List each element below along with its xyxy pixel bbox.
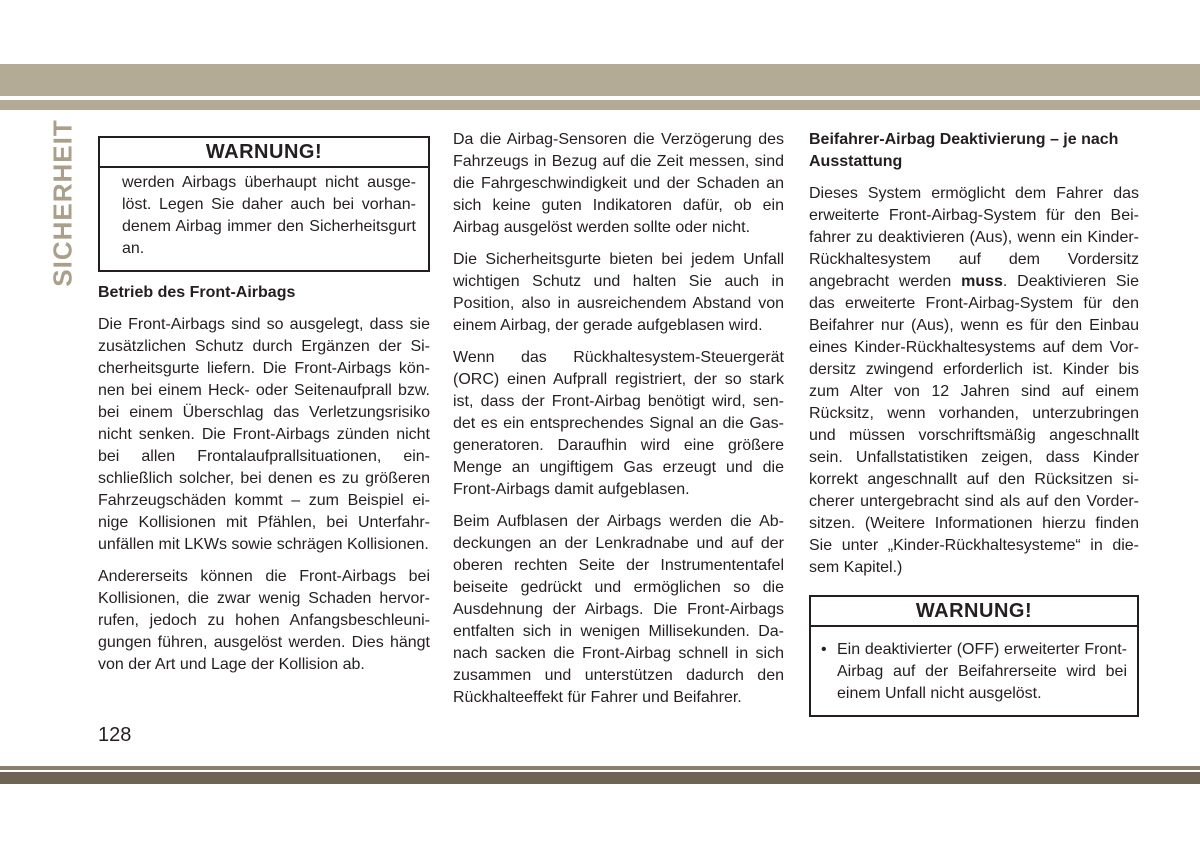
- bullet-text: Ein deaktivierter (OFF) erweiterter Front-Airbag auf der Beifahrerseite wird bei einem Unfall nicht ausgelöst.: [837, 641, 1127, 702]
- warning-title-1: WARNUNG!: [100, 138, 428, 168]
- bullet-mark: •: [821, 641, 827, 658]
- warning-text-2: [811, 627, 1137, 715]
- paragraph: Die Front-Airbags sind so ausgelegt, dass sie zusätzlichen Schutz durch Ergänzen der Sicherheitsgurte liefern. Die Front-Airbags können bei einem Heck- oder Seitenaufprall bzw. bei einem Überschlag das Verletzungsrisiko nicht senken. Die Front-Airbags zünden nicht bei allen Frontalaufprallsituationen, einschließlich solcher, bei denen es zu größeren Fahrzeugschäden kommt – zum Beispiel einige Kollisionen mit Pfählen, bei Unterfahrunfällen mit LKWs sowie schrägen Kollisionen.: [98, 316, 430, 553]
- emphasis-muss: muss: [961, 273, 1003, 290]
- paragraph: Beim Aufblasen der Airbags werden die Abdeckungen an der Lenkradnabe und auf der oberen rechten Seite der Instrumententafel beiseite gedrückt und ermöglichen so die Ausdehnung der Airbags. Die Front-Airbags entfalten sich in wenigen Millisekunden. Danach sacken die Front-Airbag schnell in sich zusammen und unterstützen dadurch den Rückhalteeffekt für Fahrer und Beifahrer.: [453, 513, 784, 706]
- bullet-item: [821, 639, 1127, 705]
- page-number: 128: [98, 724, 132, 746]
- heading-front-airbags: Betrieb des Front-Airbags: [98, 284, 296, 301]
- paragraph: [809, 183, 1139, 579]
- warning-box-2: [809, 595, 1139, 717]
- footer-band-thin: [0, 766, 1200, 770]
- warning-box-1: [98, 136, 430, 272]
- header-band: [0, 64, 1200, 96]
- paragraph: Da die Airbag-Sensoren die Verzögerung des Fahrzeugs in Bezug auf die Zeit messen, sind die Fahrgeschwindigkeit und der Schaden an sich keine guten Indikatoren dafür, ob ein Airbag ausgelöst werden sollte oder nicht.: [453, 131, 784, 236]
- warning-title-2: WARNUNG!: [811, 597, 1137, 627]
- heading-passenger-airbag: Beifahrer-Airbag Deaktivierung – je nach Ausstattung: [809, 131, 1119, 170]
- column-3: [809, 129, 1139, 717]
- side-tab-label: SICHERHEIT: [47, 119, 78, 287]
- paragraph: Die Sicherheitsgurte bieten bei jedem Unfall wichtigen Schutz und halten Sie auch in Position, also in ausreichendem Abstand von einem Airbag, der gerade aufgeblasen wird.: [453, 251, 784, 334]
- paragraph: Wenn das Rückhaltesystem-Steuergerät (ORC) einen Aufprall registriert, der so stark ist, dass der Front-Airbag benötigt wird, sendet es ein entsprechendes Signal an die Gasgeneratoren. Daraufhin wird eine größere Menge an ungiftigem Gas erzeugt und die Front-Airbags damit aufgeblasen.: [453, 349, 784, 498]
- header-band-thin: [0, 100, 1200, 110]
- warning-text-1: werden Airbags überhaupt nicht ausgelöst. Legen Sie daher auch bei vorhandenem Airbag immer den Sicherheitsgurt an.: [122, 174, 416, 257]
- side-tab: [47, 119, 78, 287]
- column-1: [98, 136, 430, 686]
- paragraph: Andererseits können die Front-Airbags bei Kollisionen, die zwar wenig Schaden hervorrufen, jedoch zu hohen Anfangsbeschleunigungen führen, ausgelöst werden. Dies hängt von der Art und Lage der Kollision ab.: [98, 568, 430, 673]
- column-2: [453, 129, 784, 719]
- footer-band: [0, 772, 1200, 784]
- paragraph-text: . Deaktivieren Sie das erweiterte Front-Airbag-System für den Beifahrer nur (Aus), wenn es für den Einbau eines Kinder-Rückhaltesystems auf dem Vordersitz zwingend erforderlich ist. Kinder bis zum Alter von 12 Jahren sind auf einem Rücksitz, wenn vorhanden, unterzubringen und müssen vorschriftsmäßig angeschnallt sein. Unfallstatistiken zeigen, dass Kinder korrekt angeschnallt auf den Rücksitzen sicherer untergebracht sind als auf den Vordersitzen. (Weitere Informationen hierzu finden Sie unter „Kinder-Rückhaltesysteme“ in diesem Kapitel.): [809, 273, 1139, 576]
- paragraph-text: Dieses System ermöglicht dem Fahrer das erweiterte Front-Airbag-System für den Beifahrer zu deaktivieren (Aus), wenn ein Kinder-Rückhaltesystem auf dem Vordersitz angebracht werden: [809, 185, 1139, 290]
